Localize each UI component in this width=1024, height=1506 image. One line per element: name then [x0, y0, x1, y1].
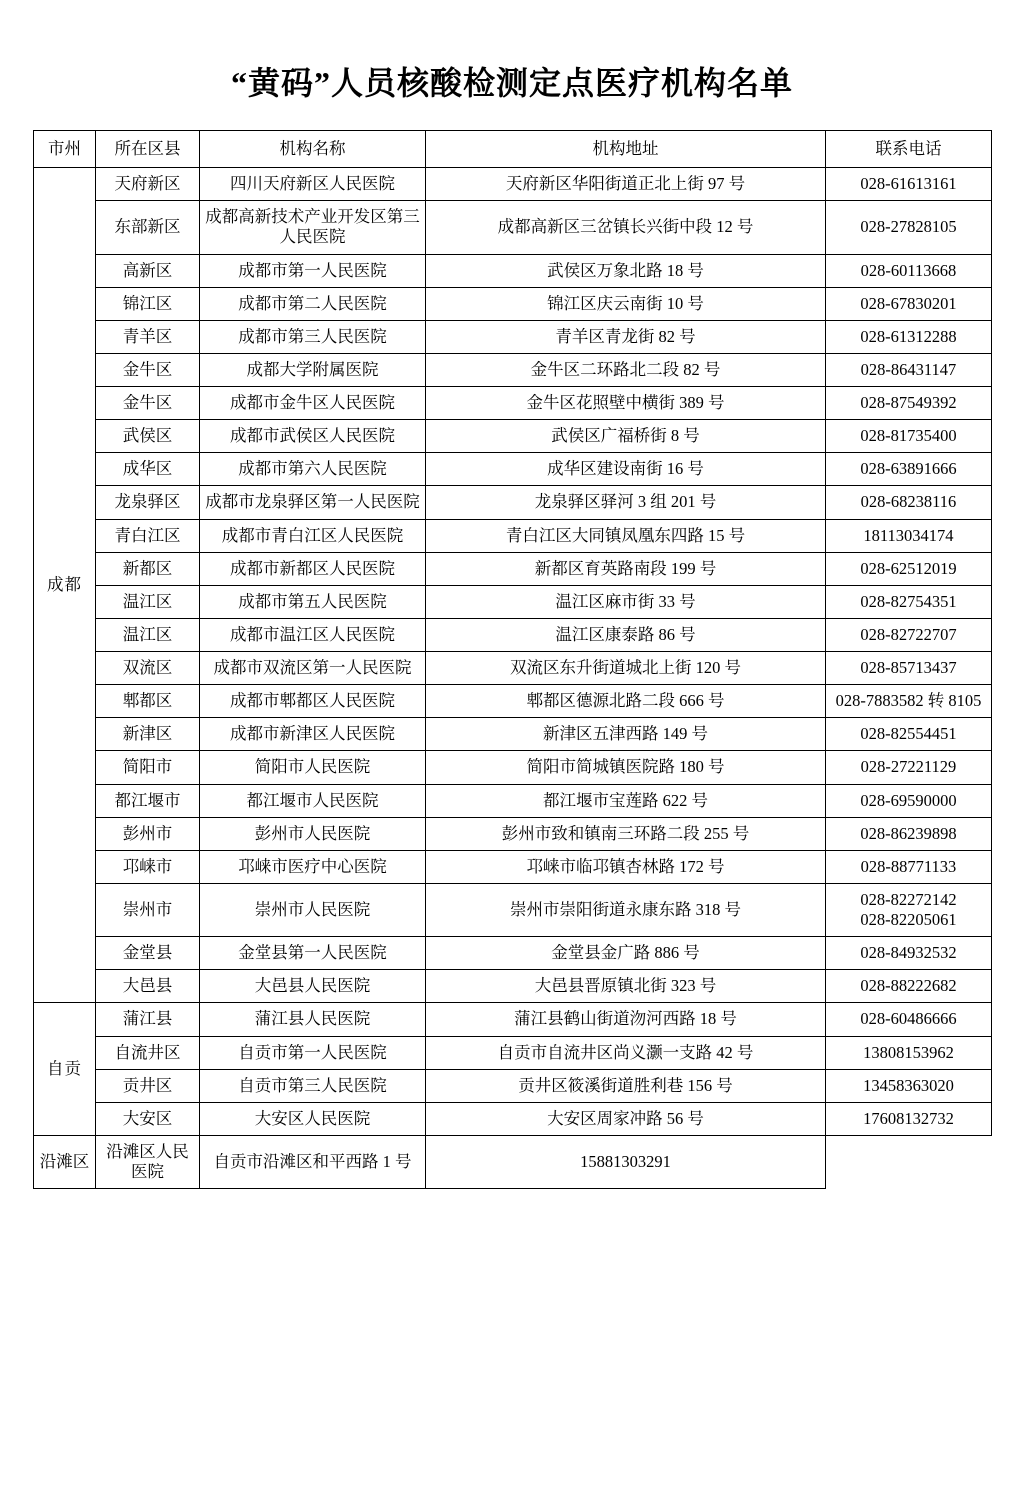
table-row: [34, 1135, 992, 1188]
org-name-cell: 成都市第六人民医院: [200, 453, 426, 486]
column-header-address: 机构地址: [426, 131, 826, 168]
table-row: [34, 254, 992, 287]
address-cell: 自贡市自流井区尚义灏一支路 42 号: [426, 1036, 826, 1069]
address-cell: 郫都区德源北路二段 666 号: [426, 685, 826, 718]
address-cell: 彭州市致和镇南三环路二段 255 号: [426, 817, 826, 850]
district-cell: 贡井区: [96, 1069, 200, 1102]
table-row: [34, 1102, 992, 1135]
phone-cell: [826, 287, 992, 320]
district-cell: 郫都区: [96, 685, 200, 718]
table-row: [34, 552, 992, 585]
phone-cell: [826, 937, 992, 970]
district-cell: 金牛区: [96, 387, 200, 420]
phone-cell: [826, 552, 992, 585]
address-cell: 武侯区广福桥街 8 号: [426, 420, 826, 453]
org-name-cell: 成都市第五人民医院: [200, 585, 426, 618]
org-name-cell: 成都市双流区第一人民医院: [200, 652, 426, 685]
phone-number: 028-60486666: [860, 1009, 957, 1029]
table-row: [34, 420, 992, 453]
phone-number: 028-82272142: [860, 889, 957, 909]
district-cell: 青羊区: [96, 320, 200, 353]
district-cell: 蒲江县: [96, 1003, 200, 1036]
table-row: [34, 618, 992, 651]
phone-number: 028-61312288: [860, 326, 957, 346]
org-name-cell: 成都市龙泉驿区第一人民医院: [200, 486, 426, 519]
phone-number: 028-88222682: [860, 976, 957, 996]
phone-number: 028-82722707: [860, 624, 957, 644]
address-cell: 蒲江县鹤山街道沕河西路 18 号: [426, 1003, 826, 1036]
phone-number: 028-62512019: [860, 558, 957, 578]
district-cell: 新津区: [96, 718, 200, 751]
address-cell: 新都区育英路南段 199 号: [426, 552, 826, 585]
phone-cell: [826, 850, 992, 883]
table-row: [34, 387, 992, 420]
district-cell: 沿滩区: [34, 1135, 96, 1188]
org-name-cell: 成都市第三人民医院: [200, 320, 426, 353]
phone-cell: [826, 201, 992, 254]
column-header-phone: 联系电话: [826, 131, 992, 168]
district-cell: 青白江区: [96, 519, 200, 552]
phone-cell: [826, 420, 992, 453]
phone-number: 17608132732: [863, 1108, 954, 1128]
phone-number: 028-27828105: [860, 217, 957, 237]
table-row: [34, 937, 992, 970]
org-name-cell: 彭州市人民医院: [200, 817, 426, 850]
table-row: [34, 353, 992, 386]
district-cell: 金牛区: [96, 353, 200, 386]
phone-number: 028-86239898: [860, 823, 957, 843]
phone-number: 028-81735400: [860, 426, 957, 446]
city-cell: 成都: [34, 168, 96, 1003]
phone-number: 028-82205061: [860, 910, 957, 929]
org-name-cell: 成都市金牛区人民医院: [200, 387, 426, 420]
phone-number: 13458363020: [863, 1075, 954, 1095]
phone-cell: [826, 751, 992, 784]
org-name-cell: 大安区人民医院: [200, 1102, 426, 1135]
district-cell: 金堂县: [96, 937, 200, 970]
district-cell: 新都区: [96, 552, 200, 585]
address-cell: 双流区东升街道城北上街 120 号: [426, 652, 826, 685]
phone-number: 028-67830201: [860, 293, 957, 313]
address-cell: 大邑县晋原镇北街 323 号: [426, 970, 826, 1003]
phone-number: 028-85713437: [860, 658, 957, 677]
phone-number: 028-86431147: [860, 359, 957, 379]
phone-cell: [826, 652, 992, 685]
page-title: “黄码”人员核酸检测定点医疗机构名单: [230, 65, 793, 101]
table-row: [34, 883, 992, 936]
org-name-cell: 简阳市人民医院: [200, 751, 426, 784]
district-cell: 温江区: [96, 585, 200, 618]
table-header-row: [34, 131, 992, 168]
phone-number: 028-84932532: [860, 943, 957, 963]
column-header-district: 所在区县: [96, 131, 200, 168]
table-row: [34, 320, 992, 353]
address-cell: 简阳市简城镇医院路 180 号: [426, 751, 826, 784]
district-cell: 龙泉驿区: [96, 486, 200, 519]
phone-cell: [826, 353, 992, 386]
district-cell: 大邑县: [96, 970, 200, 1003]
address-cell: 天府新区华阳街道正北上街 97 号: [426, 168, 826, 201]
phone-number: 028-69590000: [860, 790, 957, 810]
phone-cell: [826, 1069, 992, 1102]
column-header-org-name: 机构名称: [200, 131, 426, 168]
district-cell: 自流井区: [96, 1036, 200, 1069]
table-header: [34, 131, 992, 168]
address-cell: 新津区五津西路 149 号: [426, 718, 826, 751]
phone-number: 15881303291: [580, 1151, 671, 1171]
org-name-cell: 成都市郫都区人民医院: [200, 685, 426, 718]
phone-cell: [826, 453, 992, 486]
table-row: [34, 453, 992, 486]
phone-cell: [826, 1036, 992, 1069]
address-cell: 龙泉驿区驿河 3 组 201 号: [426, 486, 826, 519]
address-cell: 邛崃市临邛镇杏林路 172 号: [426, 850, 826, 883]
address-cell: 温江区麻市街 33 号: [426, 585, 826, 618]
phone-cell: [826, 320, 992, 353]
org-name-cell: 邛崃市医疗中心医院: [200, 850, 426, 883]
phone-cell: [826, 718, 992, 751]
table-row: [34, 168, 992, 201]
org-name-cell: 成都高新技术产业开发区第三人民医院: [200, 201, 426, 254]
phone-cell: [826, 618, 992, 651]
address-cell: 大安区周家冲路 56 号: [426, 1102, 826, 1135]
phone-cell: [826, 784, 992, 817]
org-name-cell: 四川天府新区人民医院: [200, 168, 426, 201]
phone-number: 028-63891666: [860, 459, 957, 479]
phone-number: 028-87549392: [860, 393, 957, 412]
phone-number: 028-88771133: [860, 856, 957, 876]
phone-number: 028-60113668: [860, 260, 957, 280]
org-name-cell: 沿滩区人民医院: [96, 1135, 200, 1188]
column-header-city: 市州: [34, 131, 96, 168]
org-name-cell: 自贡市第三人民医院: [200, 1069, 426, 1102]
address-cell: 锦江区庆云南街 10 号: [426, 287, 826, 320]
district-cell: 邛崃市: [96, 850, 200, 883]
district-cell: 锦江区: [96, 287, 200, 320]
district-cell: 温江区: [96, 618, 200, 651]
table-row: [34, 1036, 992, 1069]
district-cell: 成华区: [96, 453, 200, 486]
table-row: [34, 1003, 992, 1036]
address-cell: 崇州市崇阳街道永康东路 318 号: [426, 883, 826, 936]
address-cell: 成华区建设南街 16 号: [426, 453, 826, 486]
org-name-cell: 成都市温江区人民医院: [200, 618, 426, 651]
phone-cell: [826, 1102, 992, 1135]
org-name-cell: 蒲江县人民医院: [200, 1003, 426, 1036]
address-cell: 金牛区二环路北二段 82 号: [426, 353, 826, 386]
table-row: [34, 486, 992, 519]
table-row: [34, 718, 992, 751]
district-cell: 大安区: [96, 1102, 200, 1135]
phone-number: 028-68238116: [860, 492, 957, 512]
phone-cell: [826, 254, 992, 287]
org-name-cell: 成都市第二人民医院: [200, 287, 426, 320]
org-name-cell: 成都市新津区人民医院: [200, 718, 426, 751]
address-cell: 青白江区大同镇凤凰东四路 15 号: [426, 519, 826, 552]
phone-cell: [826, 685, 992, 718]
phone-number: 028-82554451: [860, 724, 957, 744]
phone-number: 028-7883582 转 8105: [835, 691, 982, 711]
org-name-cell: 金堂县第一人民医院: [200, 937, 426, 970]
org-name-cell: 成都市第一人民医院: [200, 254, 426, 287]
district-cell: 武侯区: [96, 420, 200, 453]
table-row: [34, 817, 992, 850]
address-cell: 成都高新区三岔镇长兴街中段 12 号: [426, 201, 826, 254]
table-row: [34, 652, 992, 685]
city-cell: 自贡: [34, 1003, 96, 1136]
org-name-cell: 成都市武侯区人民医院: [200, 420, 426, 453]
phone-cell: [826, 387, 992, 420]
medical-institutions-table: [33, 130, 992, 1189]
org-name-cell: 成都大学附属医院: [200, 353, 426, 386]
address-cell: 金堂县金广路 886 号: [426, 937, 826, 970]
phone-cell: [826, 486, 992, 519]
table-row: [34, 751, 992, 784]
org-name-cell: 都江堰市人民医院: [200, 784, 426, 817]
district-cell: 天府新区: [96, 168, 200, 201]
org-name-cell: 成都市青白江区人民医院: [200, 519, 426, 552]
phone-cell: [826, 883, 992, 936]
org-name-cell: 崇州市人民医院: [200, 883, 426, 936]
table-row: [34, 784, 992, 817]
table-row: [34, 585, 992, 618]
district-cell: 简阳市: [96, 751, 200, 784]
district-cell: 崇州市: [96, 883, 200, 936]
phone-number: 13808153962: [863, 1042, 954, 1062]
phone-number: 028-27221129: [860, 757, 957, 777]
phone-cell: [826, 1003, 992, 1036]
table-body: [34, 168, 992, 1189]
table-row: [34, 201, 992, 254]
address-cell: 青羊区青龙街 82 号: [426, 320, 826, 353]
phone-cell: [826, 970, 992, 1003]
table-row: [34, 287, 992, 320]
district-cell: 高新区: [96, 254, 200, 287]
address-cell: 都江堰市宝莲路 622 号: [426, 784, 826, 817]
phone-number: 028-61613161: [860, 174, 957, 194]
document-page: [0, 58, 1024, 1506]
table-row: [34, 970, 992, 1003]
address-cell: 金牛区花照壁中横街 389 号: [426, 387, 826, 420]
phone-number: 18113034174: [863, 525, 954, 545]
org-name-cell: 成都市新都区人民医院: [200, 552, 426, 585]
address-cell: 温江区康泰路 86 号: [426, 618, 826, 651]
table-row: [34, 685, 992, 718]
table-row: [34, 850, 992, 883]
address-cell: 武侯区万象北路 18 号: [426, 254, 826, 287]
phone-cell: [426, 1135, 826, 1188]
org-name-cell: 大邑县人民医院: [200, 970, 426, 1003]
address-cell: 贡井区筱溪街道胜利巷 156 号: [426, 1069, 826, 1102]
table-row: [34, 519, 992, 552]
phone-cell: [826, 585, 992, 618]
district-cell: 彭州市: [96, 817, 200, 850]
phone-number: 028-82754351: [860, 591, 957, 611]
district-cell: 双流区: [96, 652, 200, 685]
table-row: [34, 1069, 992, 1102]
address-cell: 自贡市沿滩区和平西路 1 号: [200, 1135, 426, 1188]
phone-cell: [826, 168, 992, 201]
district-cell: 都江堰市: [96, 784, 200, 817]
phone-cell: [826, 817, 992, 850]
district-cell: 东部新区: [96, 201, 200, 254]
org-name-cell: 自贡市第一人民医院: [200, 1036, 426, 1069]
phone-cell: [826, 519, 992, 552]
